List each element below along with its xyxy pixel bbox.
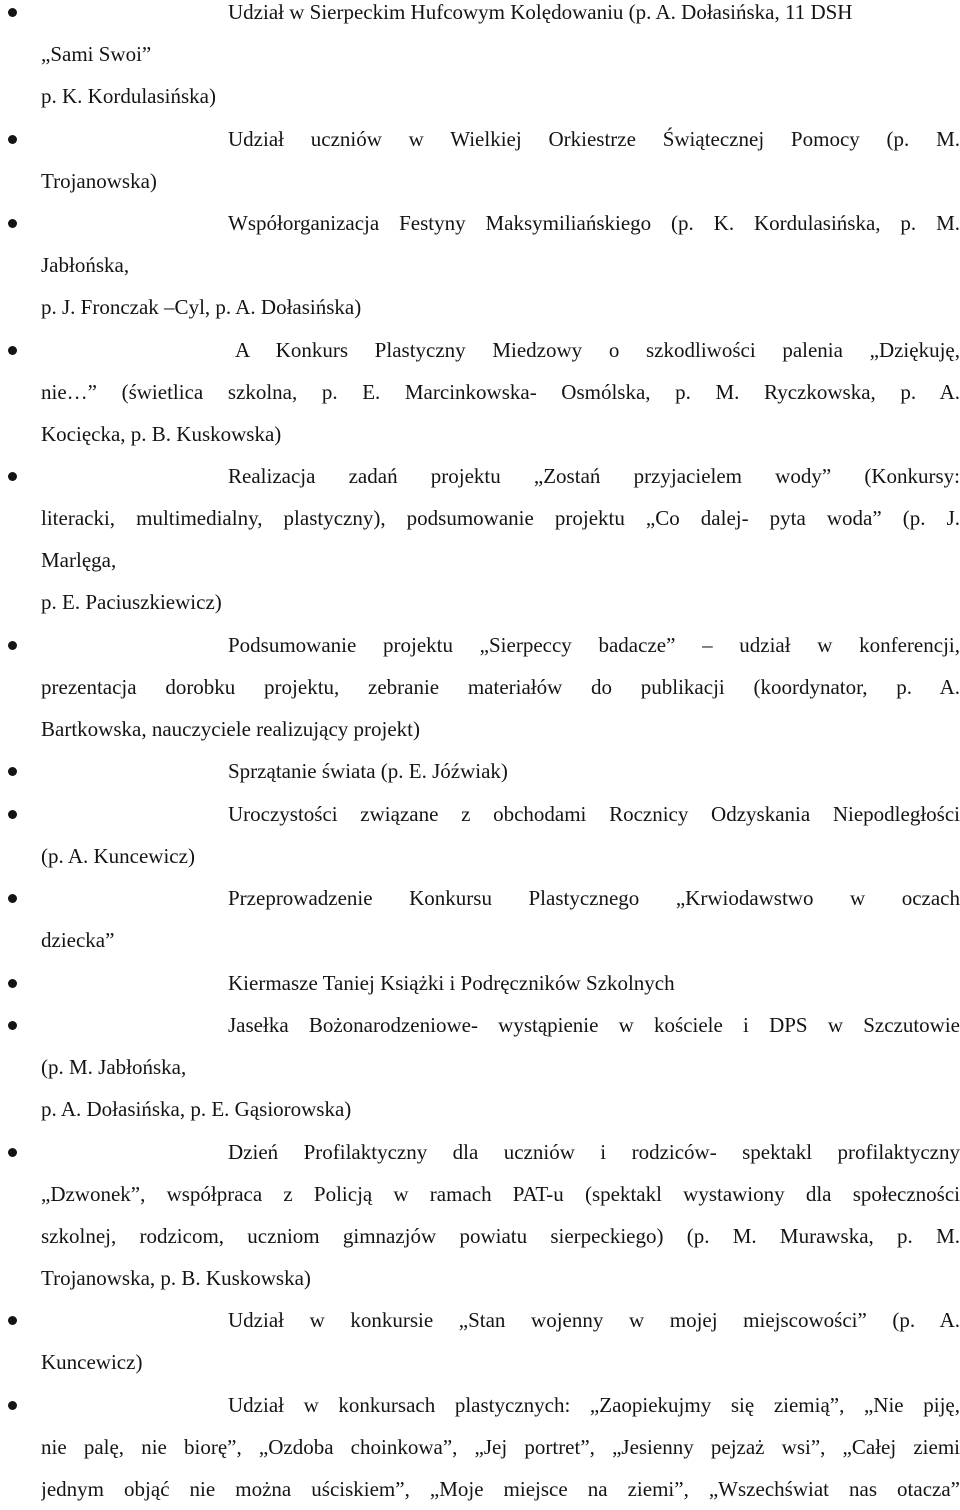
bullet-icon [8, 219, 17, 228]
list-item-text: Przeprowadzenie Konkursu Plastycznego „Krwiodawstwo w oczach [228, 886, 960, 910]
bullet-icon [8, 767, 17, 776]
bullet-icon [8, 1316, 17, 1325]
list-item [41, 1131, 960, 1299]
list-item-text-continued: p. K. Kordulasińska) [41, 84, 216, 108]
list-item [41, 1384, 960, 1510]
bullet-icon [8, 979, 17, 988]
list-item [41, 1004, 960, 1130]
list-item-text-continued: szkolnej, rodzicom, uczniom gimnazjów powiatu sierpeckiego) (p. M. Murawska, p. M. [41, 1223, 960, 1248]
list-item-text-continued: Trojanowska, p. B. Kuskowska) [41, 1265, 311, 1290]
list-item-text-continued: dziecka” [41, 928, 115, 952]
list-item-text-continued: p. E. Paciuszkiewicz) [41, 590, 222, 614]
list-item-text-continued: Marlęga, [41, 548, 117, 572]
list-item [41, 455, 960, 623]
list-item-text-continued: (p. A. Kuncewicz) [41, 843, 195, 868]
list-item-text-continued: jednym objąć nie można uściskiem”, „Moje miejsce na ziemi”, „Wszechświat nas otacza” [41, 1476, 960, 1501]
list-item [41, 962, 960, 1004]
list-item-text-continued: (p. M. Jabłońska, [41, 1055, 187, 1079]
list-item-text-continued: nie…” (świetlica szkolna, p. E. Marcinkowska- Osmólska, p. M. Ryczkowska, p. A. [41, 379, 960, 404]
list-item-text: A Konkurs Plastyczny Miedzowy o szkodliwości palenia „Dziękuję, [235, 337, 960, 362]
list-item-text-continued: „Dzwonek”, współpraca z Policją w ramach PAT-u (spektakl wystawiony dla społeczności [41, 1181, 960, 1206]
list-item-text: Realizacja zadań projektu „Zostań przyjacielem wody” (Konkursy: [228, 464, 960, 488]
list-item-text: Uroczystości związane z obchodami Rocznicy Odzyskania Niepodległości [228, 801, 960, 826]
bullet-icon [8, 810, 17, 819]
list-item [41, 877, 960, 961]
list-item-text-continued: p. J. Fronczak –Cyl, p. A. Dołasińska) [41, 295, 362, 319]
list-item-text: Udział w konkursie „Stan wojenny w mojej miejscowości” (p. A. [228, 1308, 960, 1332]
bullet-icon [8, 135, 17, 144]
list-item [41, 329, 960, 455]
list-item-text-continued: Trojanowska) [41, 168, 157, 193]
list-item [41, 202, 960, 328]
list-item-text: Jasełka Bożonarodzeniowe- wystąpienie w kościele i DPS w Szczutowie [228, 1013, 960, 1037]
bullet-icon [8, 1021, 17, 1030]
list-item-text-continued: nie palę, nie biorę”, „Ozdoba choinkowa”, „Jej portret”, „Jesienny pejzaż wsi”, „Całej ziemi [41, 1434, 960, 1459]
list-item-text: Udział w Sierpeckim Hufcowym Kolędowaniu (p. A. Dołasińska, 11 DSH [228, 0, 853, 24]
list-item-text-continued: Kocięcka, p. B. Kuskowska) [41, 421, 282, 446]
list-item-text-continued: Jabłońska, [41, 253, 130, 277]
list-item [41, 118, 960, 202]
list-item [41, 624, 960, 750]
list-item-text: Udział uczniów w Wielkiej Orkiestrze Świątecznej Pomocy (p. M. [228, 126, 960, 151]
bullet-icon [8, 894, 17, 903]
bullet-icon [8, 1148, 17, 1157]
list-item [41, 750, 960, 792]
bullet-icon [8, 346, 17, 355]
list-item-text-continued: prezentacja dorobku projektu, zebranie materiałów do publikacji (koordynator, p. A. [41, 674, 960, 699]
bullet-icon [8, 641, 17, 650]
bullet-icon [8, 472, 17, 481]
list-item-text: Podsumowanie projektu „Sierpeccy badacze” – udział w konferencji, [228, 632, 960, 657]
list-item-text: Udział w konkursach plastycznych: „Zaopiekujmy się ziemią”, „Nie piję, [228, 1392, 960, 1417]
bullet-icon [8, 8, 17, 17]
list-item [41, 1299, 960, 1383]
bullet-icon [8, 1401, 17, 1410]
list-item [41, 793, 960, 877]
list-item-text: Dzień Profilaktyczny dla uczniów i rodziców- spektakl profilaktyczny [228, 1139, 960, 1164]
list-item-text-continued: Bartkowska, nauczyciele realizujący projekt) [41, 716, 420, 741]
list-item-text-continued: literacki, multimedialny, plastyczny), podsumowanie projektu „Co dalej- pyta woda” (p. J. [41, 506, 960, 530]
list-item-text-continued: Kuncewicz) [41, 1350, 143, 1374]
list-item-text-continued: „Sami Swoi” [41, 42, 152, 66]
list-item-text: Kiermasze Taniej Książki i Podręczników Szkolnych [228, 970, 675, 995]
list-item-text: Sprzątanie świata (p. E. Jóźwiak) [228, 759, 508, 783]
list-item-text-continued: p. A. Dołasińska, p. E. Gąsiorowska) [41, 1097, 352, 1121]
list-item [41, 0, 960, 117]
list-item-text: Współorganizacja Festyny Maksymiliańskiego (p. K. Kordulasińska, p. M. [228, 211, 960, 235]
